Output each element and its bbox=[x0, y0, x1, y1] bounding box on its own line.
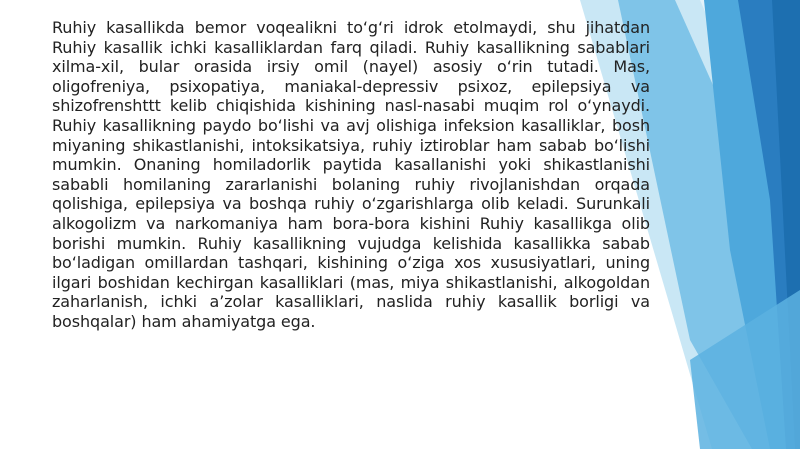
body-paragraph: Ruhiy kasallikda bemor voqealikni to‘g‘ri idrok etolmaydi, shu jihatdan Ruhiy kasallik ichki kasalliklardan farq qiladi. Ruhiy kasallikning sabablari xilma-xil, bular orasida irsiy omil (nayel) asosiy o‘rin tutadi. Mas, oligofreniya, psixopatiya, maniakal-depressiv psixoz, epilepsiya va shizofrenshttt kelib chiqishida kishining nasl-nasabi muqim rol o‘ynaydi. Ruhiy kasallikning paydo bo‘lishi va avj olishiga infeksion kasalliklar, bosh miyaning shikastlanishi, intoksikatsiya, ruhiy iztiroblar ham sabab bo‘lishi mumkin. Onaning homiladorlik paytida kasallanishi yoki shikastlanishi sababli homilaning zararlanishi bolaning ruhiy rivojlanishdan orqada qolishiga, epilepsiya va boshqa ruhiy o‘zgarishlarga olib keladi. Surunkali alkogolizm va narkomaniya ham bora-bora kishini Ruhiy kasallikga olib borishi mumkin. Ruhiy kasallikning vujudga kelishida kasallikka sabab bo‘ladigan omillardan tashqari, kishining o‘ziga xos xususiyatlari, uning ilgari boshidan kechirgan kasalliklari (mas, miya shikastlanishi, alkogoldan zaharlanish, ichki a’zolar kasalliklari, naslida ruhiy kasallik borligi va boshqalar) ham ahamiyatga ega. bbox=[52, 18, 650, 331]
